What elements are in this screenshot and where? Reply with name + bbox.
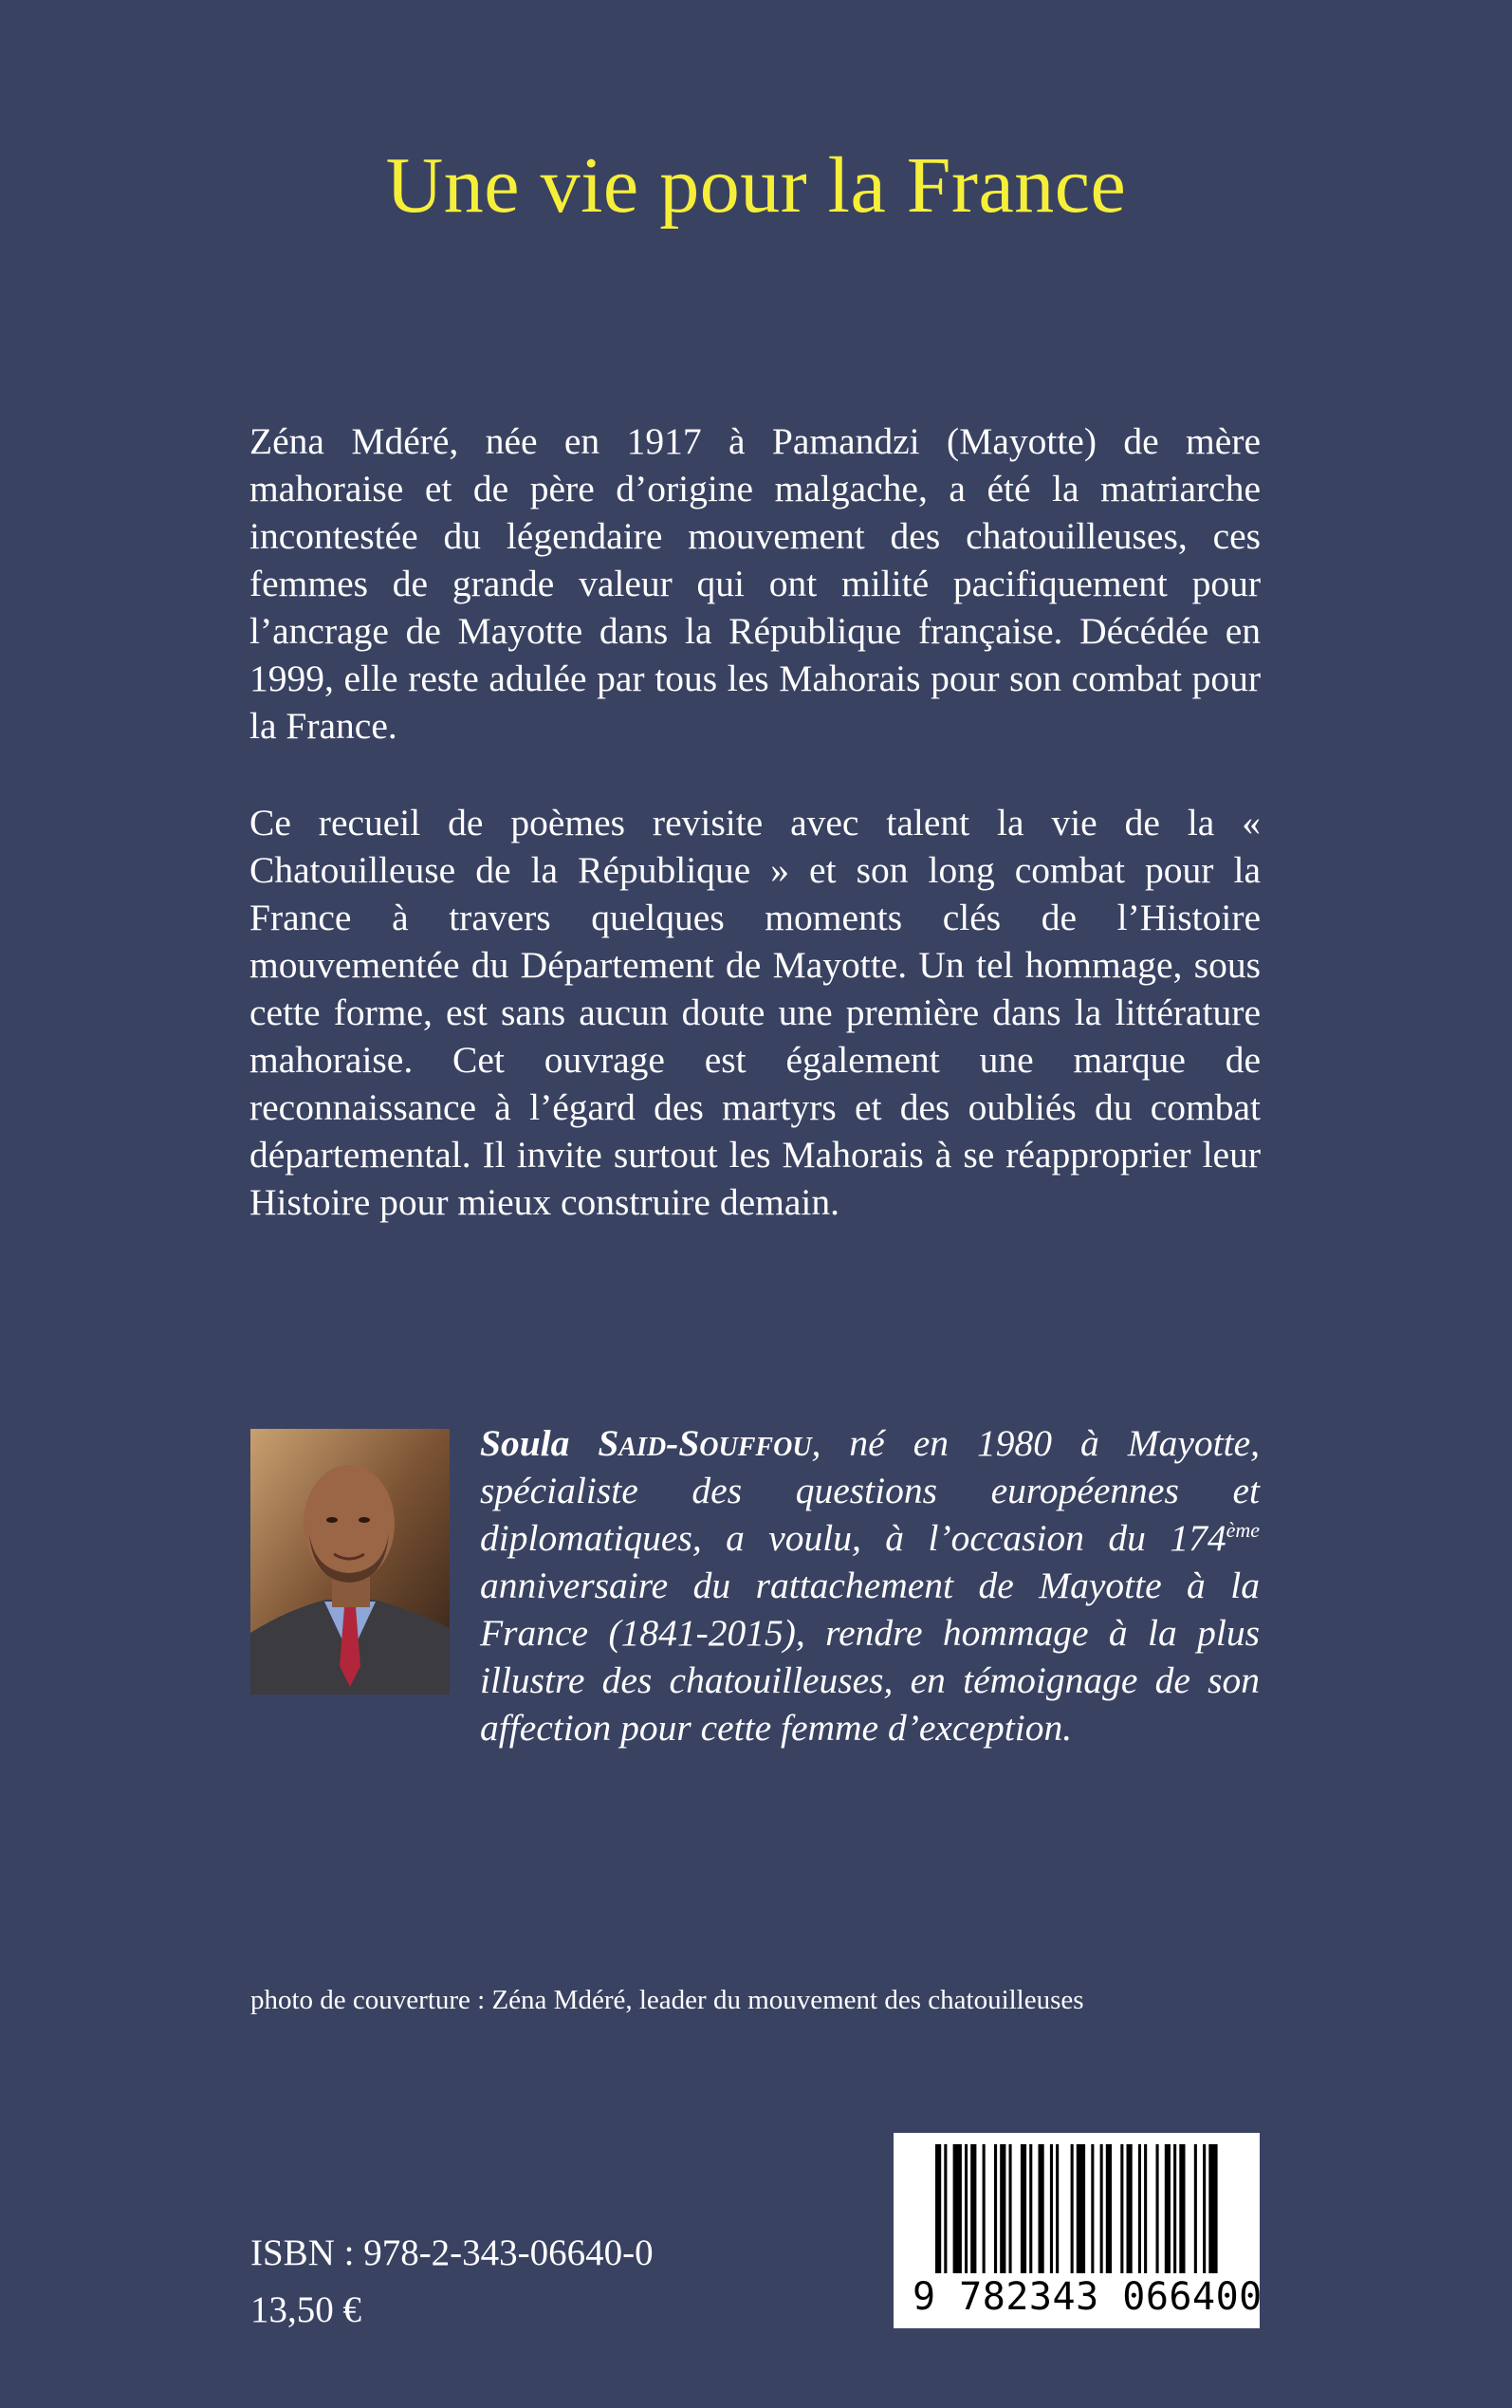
barcode-bar bbox=[1100, 2144, 1103, 2273]
author-first-name: Soula bbox=[480, 1422, 570, 1464]
barcode-bar bbox=[965, 2144, 968, 2273]
barcode-bar bbox=[1077, 2144, 1085, 2273]
barcode-bar bbox=[935, 2144, 941, 2273]
author-portrait-image bbox=[250, 1429, 450, 1695]
barcode-bar bbox=[1021, 2144, 1026, 2273]
barcode-bar bbox=[1138, 2144, 1141, 2273]
author-bio-text-1: , né en 1980 à Mayotte, spécialiste des questions européennes et diplomatiques, a voulu, à l’occasion du 174 bbox=[480, 1422, 1261, 1559]
barcode-bar bbox=[983, 2144, 986, 2273]
barcode-bar bbox=[1165, 2144, 1171, 2273]
barcode-bar bbox=[1071, 2144, 1074, 2273]
author-biography bbox=[480, 1419, 1260, 1751]
barcode-bar bbox=[1179, 2144, 1185, 2273]
barcode-bar bbox=[970, 2144, 976, 2273]
barcode-bar bbox=[1050, 2144, 1053, 2273]
barcode-bar bbox=[1194, 2144, 1197, 2273]
author-bio-superscript: ème bbox=[1226, 1517, 1260, 1542]
barcode-bar bbox=[944, 2144, 947, 2273]
barcode-bar bbox=[1009, 2144, 1012, 2273]
barcode-bar bbox=[1127, 2144, 1133, 2273]
barcode-bar bbox=[1203, 2144, 1206, 2273]
barcode-bar bbox=[1173, 2144, 1176, 2273]
author-photo bbox=[250, 1429, 450, 1695]
barcode-bar bbox=[1091, 2144, 1094, 2273]
author-surname: Said-Souffou bbox=[598, 1422, 812, 1464]
author-bio-text-2: anniversaire du rattachement de Mayotte à la France (1841-2015), rendre hommage à la plus illustre des chatouilleuses, en témoignage de son affection pour cette femme d’exception. bbox=[480, 1565, 1260, 1749]
barcode-bar bbox=[994, 2144, 997, 2273]
summary-paragraph-1: Zéna Mdéré, née en 1917 à Pamandzi (Mayotte) de mère mahoraise et de père d’origine malgache, a été la matriarche incontestée du légendaire mouvement des chatouilleuses, ces femmes de grande valeur qui ont milité pacifiquement pour l’ancrage de Mayotte dans la République française. Décédée en 1999, elle reste adulée par tous les Mahorais pour son combat pour la France. bbox=[249, 420, 1261, 747]
barcode-bar bbox=[1000, 2144, 1005, 2273]
barcode-bar bbox=[1029, 2144, 1032, 2273]
barcode bbox=[894, 2133, 1263, 2328]
barcode-bars bbox=[935, 2144, 1220, 2273]
barcode-bar bbox=[1056, 2144, 1059, 2273]
isbn-number: ISBN : 978-2-343-06640-0 bbox=[250, 2232, 654, 2273]
barcode-bar bbox=[1039, 2144, 1044, 2273]
barcode-digits: 9 782343 066400 bbox=[913, 2275, 1263, 2319]
barcode-bar bbox=[1120, 2144, 1123, 2273]
barcode-bar bbox=[1106, 2144, 1112, 2273]
cover-photo-credit: photo de couverture : Zéna Mdéré, leader du mouvement des chatouilleuses bbox=[250, 1985, 1084, 2015]
barcode-bar bbox=[1144, 2144, 1147, 2273]
summary-paragraph-2: Ce recueil de poèmes revisite avec talent la vie de la « Chatouilleuse de la République » et son long combat pour la France à travers quelques moments clés de l’Histoire mouvementée du Département de Mayotte. Un tel hommage, sous cette forme, est sans aucun doute une première dans la littérature mahoraise. Cet ouvrage est également une marque de reconnaissance à l’égard des martyrs et des oubliés du combat départemental. Il invite surtout les Mahorais à se réapproprier leur Histoire pour mieux construire demain. bbox=[249, 802, 1261, 1223]
barcode-bar bbox=[1156, 2144, 1159, 2273]
barcode-bar bbox=[953, 2144, 962, 2273]
book-title: Une vie pour la France bbox=[385, 141, 1127, 230]
book-price: 13,50 € bbox=[250, 2289, 361, 2330]
barcode-bar bbox=[1208, 2144, 1217, 2273]
